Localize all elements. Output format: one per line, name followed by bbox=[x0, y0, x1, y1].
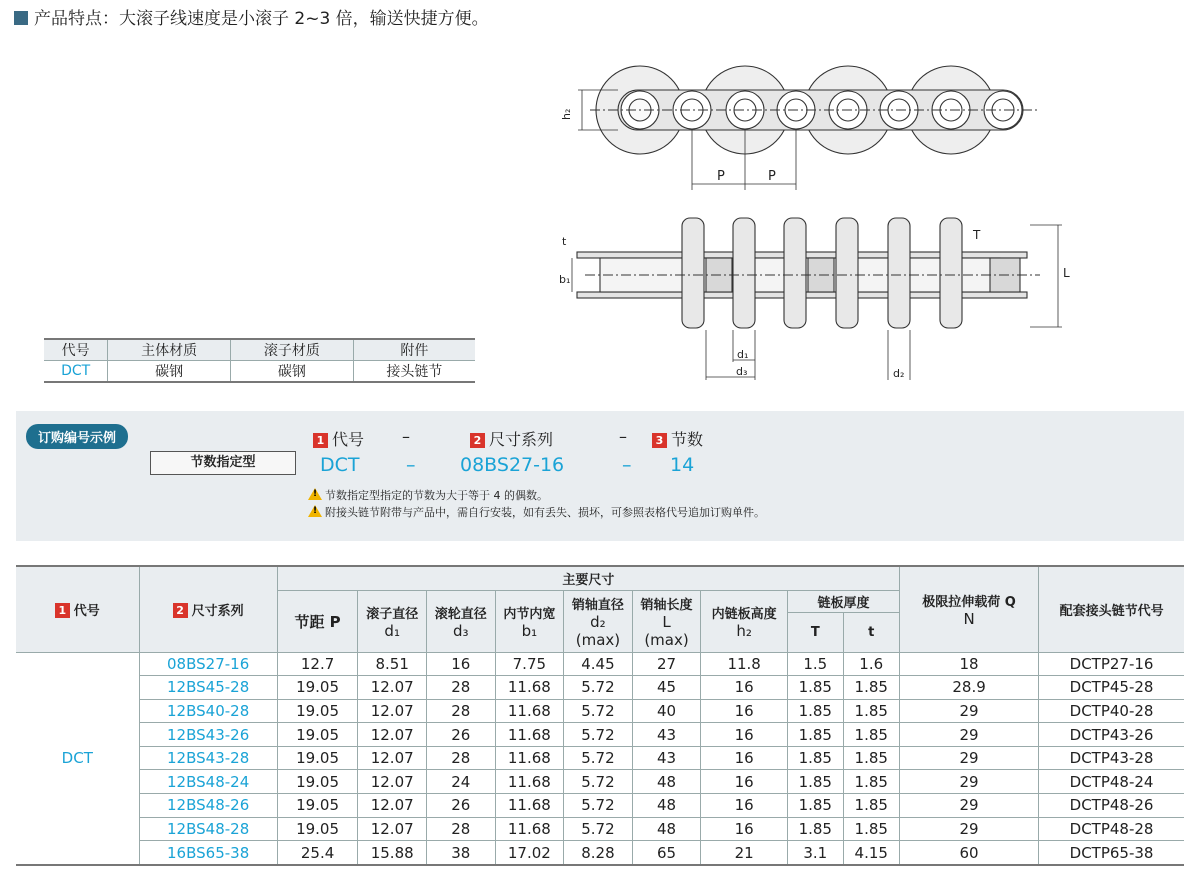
cell-pitch: 19.05 bbox=[277, 794, 358, 818]
cell-wheel-dia: 38 bbox=[426, 841, 495, 865]
cell-pitch: 12.7 bbox=[277, 652, 358, 676]
cell-pin-dia: 8.28 bbox=[564, 841, 633, 865]
number-2-icon: 2 bbox=[470, 433, 485, 448]
cell-wheel-dia: 26 bbox=[426, 794, 495, 818]
cell-roller-dia: 12.07 bbox=[358, 770, 427, 794]
cell-pin-dia: 5.72 bbox=[564, 794, 633, 818]
cell-pitch: 19.05 bbox=[277, 746, 358, 770]
cell-inner-width: 11.68 bbox=[495, 770, 564, 794]
chain-top-view-diagram bbox=[555, 62, 1055, 197]
cell-plate-height: 16 bbox=[701, 676, 788, 700]
order-value-code: DCT bbox=[320, 454, 360, 476]
cell-roller-dia: 12.07 bbox=[358, 723, 427, 747]
header-inner-width: 内节内宽 b₁ bbox=[495, 590, 564, 652]
order-value-dash-2: – bbox=[622, 454, 632, 476]
header-T: T bbox=[788, 612, 843, 652]
cell-series: 12BS48-28 bbox=[139, 817, 277, 841]
number-2-icon: 2 bbox=[173, 603, 188, 618]
table-row bbox=[16, 676, 1184, 700]
cell-plate-t: 1.85 bbox=[843, 723, 899, 747]
cell-plate-height: 11.8 bbox=[701, 652, 788, 676]
square-bullet-icon bbox=[14, 11, 28, 25]
header-pin-dia: 销轴直径 d₂ (max) bbox=[564, 590, 633, 652]
order-header-code: 1 代号 bbox=[313, 427, 364, 450]
cell-plate-t: 1.85 bbox=[843, 676, 899, 700]
cell-pin-dia: 5.72 bbox=[564, 699, 633, 723]
title-text: 产品特点：大滚子线速度是小滚子 2~3 倍，输送快捷方便。 bbox=[34, 9, 489, 29]
cell-joint-code: DCTP48-24 bbox=[1039, 770, 1184, 794]
cell-plate-t: 1.85 bbox=[843, 817, 899, 841]
cell-plate-T: 1.85 bbox=[788, 699, 843, 723]
cell-plate-height: 16 bbox=[701, 794, 788, 818]
label-d2: d₂ bbox=[893, 367, 905, 380]
chain-side-view-diagram bbox=[555, 205, 1075, 385]
cell-plate-T: 1.85 bbox=[788, 770, 843, 794]
cell-joint-code: DCTP45-28 bbox=[1039, 676, 1184, 700]
table-row bbox=[16, 652, 1184, 676]
cell-roller-dia: 12.07 bbox=[358, 676, 427, 700]
header-tensile-load: 极限拉伸载荷 Q N bbox=[899, 566, 1038, 652]
cell-joint-code: DCTP27-16 bbox=[1039, 652, 1184, 676]
cell-pin-dia: 4.45 bbox=[564, 652, 633, 676]
cell-series: 12BS45-28 bbox=[139, 676, 277, 700]
label-d3: d₃ bbox=[736, 365, 748, 378]
cell-series: 12BS40-28 bbox=[139, 699, 277, 723]
label-b1: b₁ bbox=[559, 273, 571, 286]
cell-pitch: 25.4 bbox=[277, 841, 358, 865]
cell-tensile-load: 29 bbox=[899, 770, 1038, 794]
cell-inner-width: 11.68 bbox=[495, 794, 564, 818]
cell-plate-height: 16 bbox=[701, 723, 788, 747]
header-main-dimensions: 主要尺寸 bbox=[277, 566, 899, 590]
warning-icon bbox=[308, 505, 322, 517]
cell-pin-length: 43 bbox=[632, 746, 701, 770]
cell-tensile-load: 29 bbox=[899, 746, 1038, 770]
spec-header-body-material: 主体材质 bbox=[108, 339, 231, 361]
spec-header-roller-material: 滚子材质 bbox=[231, 339, 354, 361]
order-value-series: 08BS27-16 bbox=[460, 454, 565, 476]
cell-tensile-load: 29 bbox=[899, 699, 1038, 723]
cell-joint-code: DCTP43-26 bbox=[1039, 723, 1184, 747]
order-value-count: 14 bbox=[670, 454, 695, 476]
cell-tensile-load: 60 bbox=[899, 841, 1038, 865]
cell-roller-dia: 8.51 bbox=[358, 652, 427, 676]
cell-pin-length: 48 bbox=[632, 817, 701, 841]
cell-pin-dia: 5.72 bbox=[564, 817, 633, 841]
cell-joint-code: DCTP65-38 bbox=[1039, 841, 1184, 865]
cell-pin-length: 65 bbox=[632, 841, 701, 865]
cell-roller-dia: 12.07 bbox=[358, 746, 427, 770]
header-plate-thickness: 链板厚度 bbox=[788, 590, 900, 612]
label-d1: d₁ bbox=[737, 348, 749, 361]
cell-tensile-load: 28.9 bbox=[899, 676, 1038, 700]
cell-plate-T: 3.1 bbox=[788, 841, 843, 865]
cell-plate-T: 1.5 bbox=[788, 652, 843, 676]
cell-wheel-dia: 24 bbox=[426, 770, 495, 794]
dimension-table bbox=[16, 565, 1184, 866]
header-roller-dia: 滚子直径 d₁ bbox=[358, 590, 427, 652]
cell-joint-code: DCTP43-28 bbox=[1039, 746, 1184, 770]
cell-pin-length: 43 bbox=[632, 723, 701, 747]
cell-plate-height: 21 bbox=[701, 841, 788, 865]
cell-joint-code: DCTP40-28 bbox=[1039, 699, 1184, 723]
page-title bbox=[14, 4, 489, 29]
spec-code: DCT bbox=[44, 361, 108, 383]
label-t: t bbox=[562, 235, 567, 248]
cell-plate-height: 16 bbox=[701, 770, 788, 794]
cell-series: 12BS43-28 bbox=[139, 746, 277, 770]
order-note-2: !附接头链节附带与产品中，需自行安装，如有丢失、损坏，可参照表格代号追加订购单件。 bbox=[308, 504, 765, 520]
cell-plate-t: 1.85 bbox=[843, 794, 899, 818]
cell-pin-dia: 5.72 bbox=[564, 723, 633, 747]
header-pitch: 节距 P bbox=[277, 590, 358, 652]
cell-inner-width: 11.68 bbox=[495, 817, 564, 841]
cell-pin-length: 27 bbox=[632, 652, 701, 676]
header-code: 1 代号 bbox=[16, 566, 139, 652]
label-h2: h₂ bbox=[560, 108, 573, 120]
spec-header-accessory: 附件 bbox=[353, 339, 475, 361]
cell-plate-T: 1.85 bbox=[788, 676, 843, 700]
cell-plate-t: 4.15 bbox=[843, 841, 899, 865]
cell-pitch: 19.05 bbox=[277, 723, 358, 747]
table-row bbox=[16, 746, 1184, 770]
cell-plate-t: 1.85 bbox=[843, 746, 899, 770]
cell-roller-dia: 12.07 bbox=[358, 794, 427, 818]
cell-plate-height: 16 bbox=[701, 699, 788, 723]
cell-wheel-dia: 26 bbox=[426, 723, 495, 747]
header-t: t bbox=[843, 612, 899, 652]
label-p-1: P bbox=[717, 169, 725, 184]
cell-wheel-dia: 28 bbox=[426, 746, 495, 770]
cell-wheel-dia: 28 bbox=[426, 676, 495, 700]
table-row bbox=[16, 817, 1184, 841]
cell-pin-length: 45 bbox=[632, 676, 701, 700]
cell-inner-width: 11.68 bbox=[495, 676, 564, 700]
cell-plate-t: 1.85 bbox=[843, 770, 899, 794]
cell-joint-code: DCTP48-28 bbox=[1039, 817, 1184, 841]
order-note-1: !节数指定型指定的节数为大于等于 4 的偶数。 bbox=[308, 487, 548, 503]
cell-joint-code: DCTP48-26 bbox=[1039, 794, 1184, 818]
table-row bbox=[16, 699, 1184, 723]
label-T: T bbox=[973, 228, 981, 242]
material-spec-table bbox=[44, 338, 475, 383]
spec-data-row bbox=[44, 361, 475, 383]
cell-pin-length: 48 bbox=[632, 770, 701, 794]
cell-roller-dia: 12.07 bbox=[358, 699, 427, 723]
cell-inner-width: 17.02 bbox=[495, 841, 564, 865]
spec-accessory: 接头链节 bbox=[353, 361, 475, 383]
cell-tensile-load: 29 bbox=[899, 817, 1038, 841]
order-header-series: 2 尺寸系列 bbox=[470, 427, 553, 450]
cell-plate-T: 1.85 bbox=[788, 794, 843, 818]
cell-inner-width: 11.68 bbox=[495, 699, 564, 723]
cell-plate-T: 1.85 bbox=[788, 817, 843, 841]
cell-wheel-dia: 16 bbox=[426, 652, 495, 676]
cell-tensile-load: 29 bbox=[899, 723, 1038, 747]
order-dash-2: – bbox=[619, 427, 627, 446]
cell-pitch: 19.05 bbox=[277, 770, 358, 794]
spec-header-row bbox=[44, 339, 475, 361]
table-row bbox=[16, 723, 1184, 747]
cell-tensile-load: 29 bbox=[899, 794, 1038, 818]
order-dash-1: – bbox=[402, 427, 410, 446]
number-1-icon: 1 bbox=[55, 603, 70, 618]
number-3-icon: 3 bbox=[652, 433, 667, 448]
header-wheel-dia: 滚轮直径 d₃ bbox=[426, 590, 495, 652]
cell-code: DCT bbox=[16, 652, 139, 865]
cell-pin-length: 48 bbox=[632, 794, 701, 818]
table-row bbox=[16, 794, 1184, 818]
cell-plate-t: 1.85 bbox=[843, 699, 899, 723]
cell-roller-dia: 12.07 bbox=[358, 817, 427, 841]
order-type-box: 节数指定型 bbox=[150, 451, 296, 475]
cell-tensile-load: 18 bbox=[899, 652, 1038, 676]
cell-wheel-dia: 28 bbox=[426, 699, 495, 723]
spec-body-material: 碳钢 bbox=[108, 361, 231, 383]
cell-pitch: 19.05 bbox=[277, 676, 358, 700]
label-p-2: P bbox=[768, 169, 776, 184]
header-pin-length: 销轴长度 L (max) bbox=[632, 590, 701, 652]
cell-wheel-dia: 28 bbox=[426, 817, 495, 841]
cell-pin-length: 40 bbox=[632, 699, 701, 723]
table-row bbox=[16, 841, 1184, 865]
spec-roller-material: 碳钢 bbox=[231, 361, 354, 383]
header-joint-code: 配套接头链节代号 bbox=[1039, 566, 1184, 652]
order-header-count: 3 节数 bbox=[652, 427, 703, 450]
cell-pitch: 19.05 bbox=[277, 817, 358, 841]
cell-series: 16BS65-38 bbox=[139, 841, 277, 865]
cell-inner-width: 11.68 bbox=[495, 723, 564, 747]
cell-series: 12BS48-24 bbox=[139, 770, 277, 794]
cell-inner-width: 11.68 bbox=[495, 746, 564, 770]
header-series: 2 尺寸系列 bbox=[139, 566, 277, 652]
cell-series: 08BS27-16 bbox=[139, 652, 277, 676]
warning-icon bbox=[308, 488, 322, 500]
table-row bbox=[16, 770, 1184, 794]
label-L: L bbox=[1063, 266, 1070, 280]
cell-roller-dia: 15.88 bbox=[358, 841, 427, 865]
number-1-icon: 1 bbox=[313, 433, 328, 448]
order-example-panel bbox=[16, 411, 1184, 541]
cell-plate-height: 16 bbox=[701, 746, 788, 770]
cell-pin-dia: 5.72 bbox=[564, 746, 633, 770]
order-example-badge: 订购编号示例 bbox=[26, 424, 128, 449]
cell-series: 12BS43-26 bbox=[139, 723, 277, 747]
header-plate-height: 内链板高度 h₂ bbox=[701, 590, 788, 652]
cell-plate-height: 16 bbox=[701, 817, 788, 841]
cell-series: 12BS48-26 bbox=[139, 794, 277, 818]
spec-header-code: 代号 bbox=[44, 339, 108, 361]
order-value-dash-1: – bbox=[406, 454, 416, 476]
cell-plate-T: 1.85 bbox=[788, 723, 843, 747]
cell-pin-dia: 5.72 bbox=[564, 676, 633, 700]
cell-pin-dia: 5.72 bbox=[564, 770, 633, 794]
cell-plate-t: 1.6 bbox=[843, 652, 899, 676]
cell-plate-T: 1.85 bbox=[788, 746, 843, 770]
cell-pitch: 19.05 bbox=[277, 699, 358, 723]
cell-inner-width: 7.75 bbox=[495, 652, 564, 676]
